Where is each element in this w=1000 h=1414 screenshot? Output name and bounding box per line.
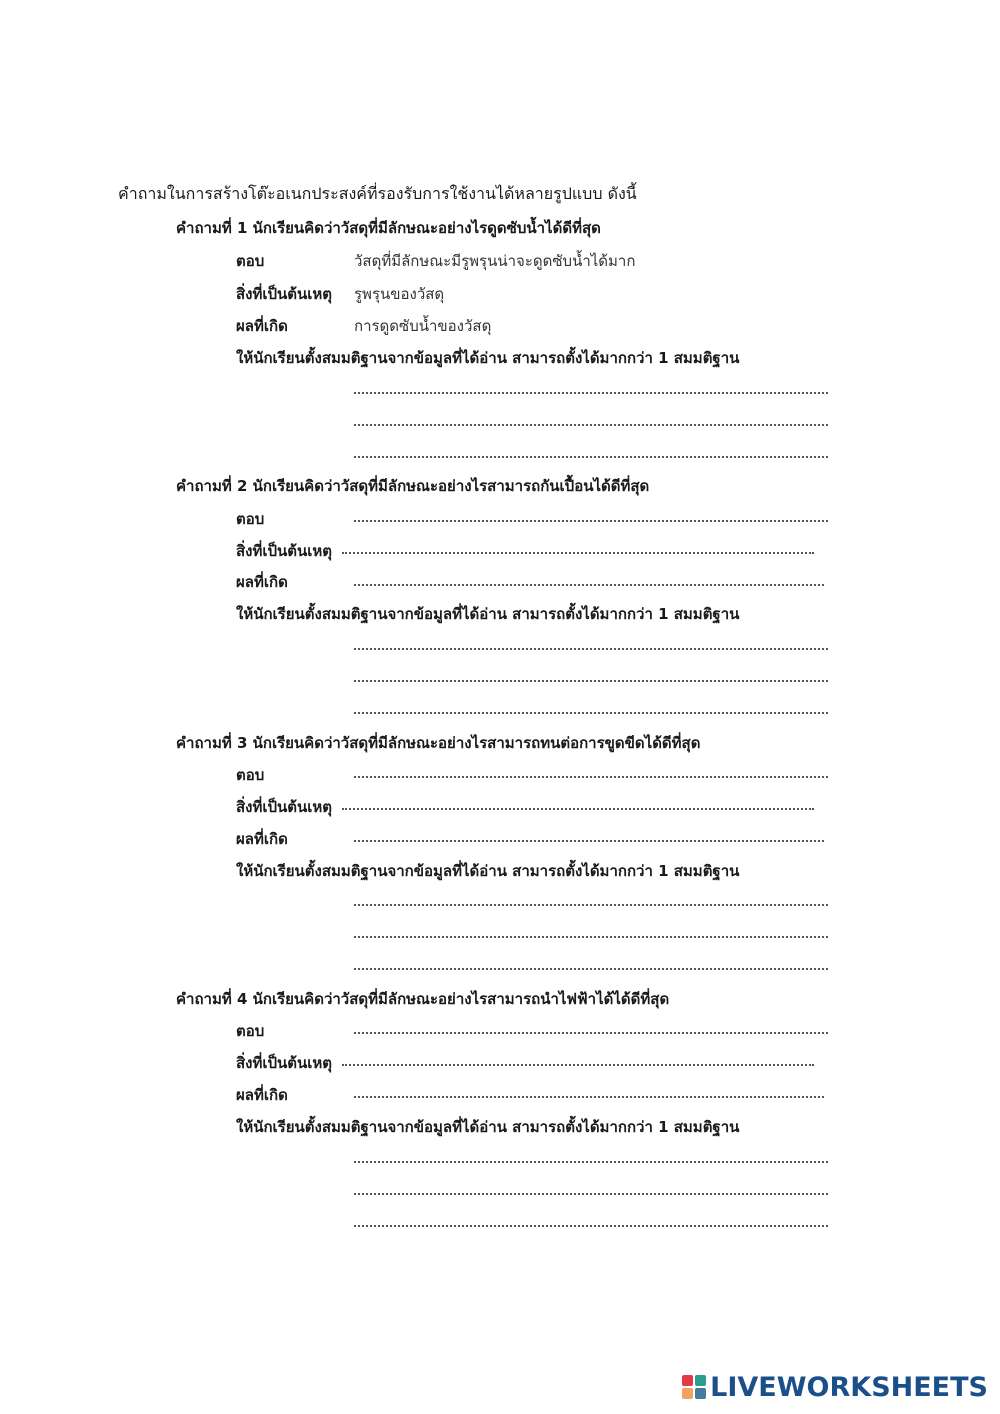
question-2-cause-input[interactable]	[342, 552, 814, 554]
cause-label: สิ่งที่เป็นต้นเหตุ	[236, 542, 333, 560]
mark-square-2	[695, 1375, 706, 1386]
question-4-title: คำถามที่ 4 นักเรียนคิดว่าวัสดุที่มีลักษณะอย่างไรสามารถนำไฟฟ้าได้ได้ดีที่สุด	[176, 990, 670, 1008]
brand-name: LIVEWORKSHEETS	[710, 1371, 988, 1403]
effect-label: ผลที่เกิด	[236, 830, 288, 848]
effect-label: ผลที่เกิด	[236, 573, 288, 591]
question-4-hypothesis-line-3[interactable]	[354, 1225, 828, 1227]
liveworksheets-logo	[682, 1372, 988, 1402]
mark-square-1	[682, 1375, 693, 1386]
question-3-effect-input[interactable]	[354, 840, 824, 842]
question-1-effect-value: การดูดซับน้ำของวัสดุ	[354, 317, 492, 335]
question-1-title: คำถามที่ 1 นักเรียนคิดว่าวัสดุที่มีลักษณะอย่างไรดูดซับน้ำได้ดีที่สุด	[176, 219, 601, 237]
question-4-effect-input[interactable]	[354, 1096, 824, 1098]
question-4-hypothesis-line-2[interactable]	[354, 1193, 828, 1195]
question-2-hypothesis-line-3[interactable]	[354, 712, 828, 714]
answer-label: ตอบ	[236, 252, 265, 270]
question-3-answer-input[interactable]	[354, 776, 828, 778]
question-2-answer-input[interactable]	[354, 520, 828, 522]
question-1-instruction: ให้นักเรียนตั้งสมมติฐานจากข้อมูลที่ได้อ่าน สามารถตั้งได้มากกว่า 1 สมมติฐาน	[236, 349, 740, 367]
question-1-answer-value: วัสดุที่มีลักษณะมีรูพรุนน่าจะดูดซับน้ำได้มาก	[354, 252, 636, 270]
cause-label: สิ่งที่เป็นต้นเหตุ	[236, 285, 333, 303]
question-2-hypothesis-line-1[interactable]	[354, 648, 828, 650]
question-3-cause-input[interactable]	[342, 808, 814, 810]
question-3-hypothesis-line-2[interactable]	[354, 936, 828, 938]
answer-label: ตอบ	[236, 510, 265, 528]
question-3-title: คำถามที่ 3 นักเรียนคิดว่าวัสดุที่มีลักษณะอย่างไรสามารถทนต่อการขูดขีดได้ดีที่สุด	[176, 734, 701, 752]
question-1-hypothesis-line-3[interactable]	[354, 456, 828, 458]
question-2-hypothesis-line-2[interactable]	[354, 680, 828, 682]
effect-label: ผลที่เกิด	[236, 1086, 288, 1104]
mark-square-3	[682, 1388, 693, 1399]
question-2-instruction: ให้นักเรียนตั้งสมมติฐานจากข้อมูลที่ได้อ่าน สามารถตั้งได้มากกว่า 1 สมมติฐาน	[236, 605, 740, 623]
question-1-hypothesis-line-2[interactable]	[354, 424, 828, 426]
question-1-cause-value: รูพรุนของวัสดุ	[354, 285, 445, 303]
question-1-hypothesis-line-1[interactable]	[354, 392, 828, 394]
question-4-answer-input[interactable]	[354, 1032, 828, 1034]
question-2-title: คำถามที่ 2 นักเรียนคิดว่าวัสดุที่มีลักษณะอย่างไรสามารถกันเปื้อนได้ดีที่สุด	[176, 477, 650, 495]
question-3-hypothesis-line-3[interactable]	[354, 968, 828, 970]
answer-label: ตอบ	[236, 766, 265, 784]
question-3-instruction: ให้นักเรียนตั้งสมมติฐานจากข้อมูลที่ได้อ่าน สามารถตั้งได้มากกว่า 1 สมมติฐาน	[236, 862, 740, 880]
question-2-effect-input[interactable]	[354, 584, 824, 586]
question-4-hypothesis-line-1[interactable]	[354, 1161, 828, 1163]
question-3-hypothesis-line-1[interactable]	[354, 904, 828, 906]
answer-label: ตอบ	[236, 1022, 265, 1040]
question-4-cause-input[interactable]	[342, 1064, 814, 1066]
cause-label: สิ่งที่เป็นต้นเหตุ	[236, 798, 333, 816]
mark-square-4	[695, 1388, 706, 1399]
effect-label: ผลที่เกิด	[236, 317, 288, 335]
intro-text: คำถามในการสร้างโต๊ะอเนกประสงค์ที่รองรับการใช้งานได้หลายรูปแบบ ดังนี้	[118, 184, 637, 203]
liveworksheets-mark-icon	[682, 1375, 706, 1399]
cause-label: สิ่งที่เป็นต้นเหตุ	[236, 1054, 333, 1072]
question-4-instruction: ให้นักเรียนตั้งสมมติฐานจากข้อมูลที่ได้อ่าน สามารถตั้งได้มากกว่า 1 สมมติฐาน	[236, 1118, 740, 1136]
